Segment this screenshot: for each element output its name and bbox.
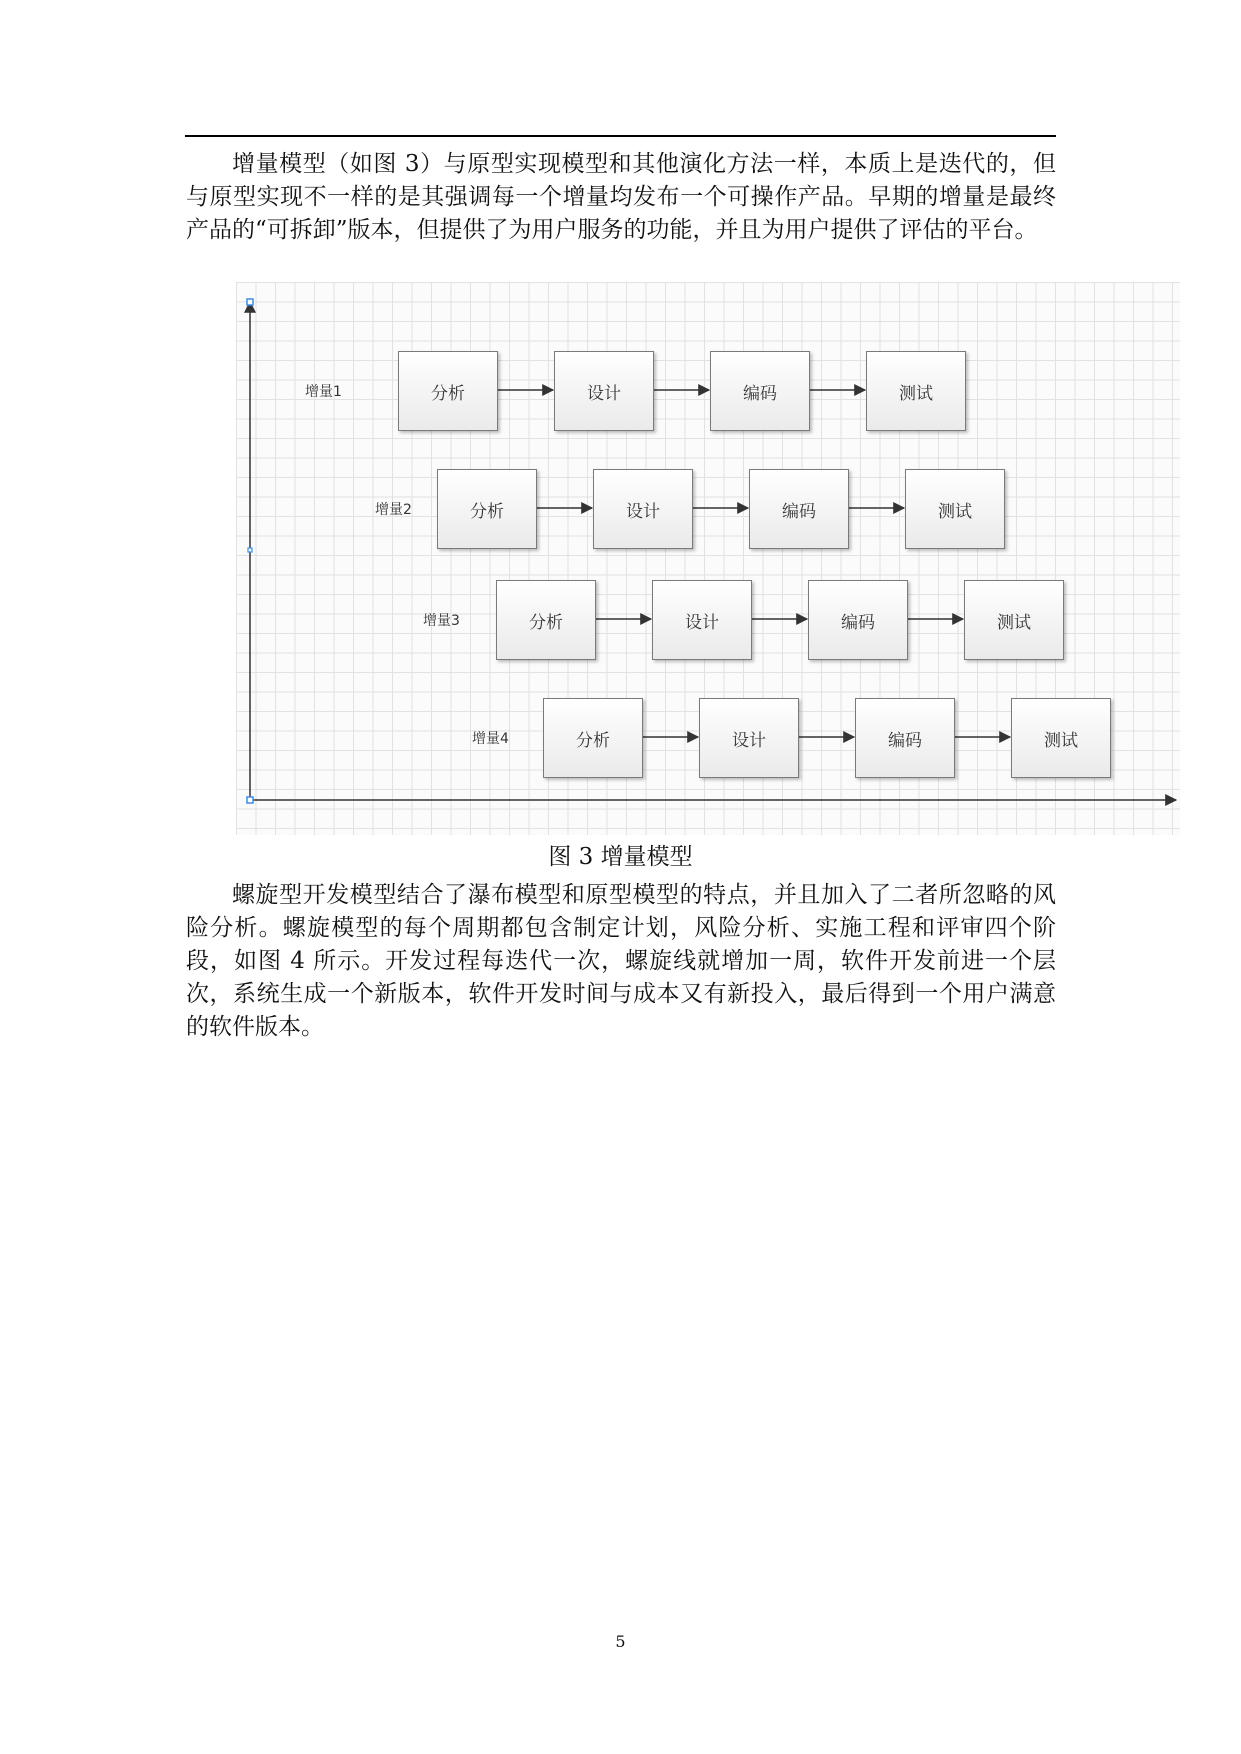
stage-box: 分析 xyxy=(437,469,537,549)
incremental-model-figure xyxy=(236,282,1190,835)
paragraph-spiral-model: 螺旋型开发模型结合了瀑布模型和原型模型的特点，并且加入了二者所忽略的风险分析。螺旋模型的每个周期都包含制定计划，风险分析、实施工程和评审四个阶段，如图 4 所示。开发过程每迭代一次，螺旋线就增加一周，软件开发前进一个层次，系统生成一个新版本，软件开发时间与成本又有新投入，最后得到一个用户满意的软件版本。 xyxy=(186,882,1056,1040)
axis-handle-mid xyxy=(248,548,252,552)
stage-box: 设计 xyxy=(699,698,799,778)
stage-box: 设计 xyxy=(652,580,752,660)
stage-box: 测试 xyxy=(905,469,1005,549)
stage-box: 测试 xyxy=(964,580,1064,660)
stage-box: 设计 xyxy=(593,469,693,549)
figure-caption: 图 3 增量模型 xyxy=(548,844,693,870)
stage-box: 分析 xyxy=(543,698,643,778)
stage-box: 编码 xyxy=(710,351,810,431)
axis-handle-top xyxy=(247,299,253,305)
stage-box: 编码 xyxy=(808,580,908,660)
stage-box: 测试 xyxy=(1011,698,1111,778)
header-rule xyxy=(185,135,1056,137)
axis-handle-origin xyxy=(247,797,253,803)
increment-label: 增量4 xyxy=(472,731,509,747)
stage-arrows xyxy=(497,390,1010,737)
stage-box: 编码 xyxy=(855,698,955,778)
stage-box: 分析 xyxy=(398,351,498,431)
paragraph-incremental-model: 增量模型（如图 3）与原型实现模型和其他演化方法一样，本质上是迭代的，但与原型实现不一样的是其强调每一个增量均发布一个可操作产品。早期的增量是最终产品的“可拆卸”版本，但提供了为用户服务的功能，并且为用户提供了评估的平台。 xyxy=(186,151,1056,243)
increment-label: 增量2 xyxy=(375,502,412,518)
increment-label: 增量3 xyxy=(423,613,460,629)
stage-box: 测试 xyxy=(866,351,966,431)
stage-box: 分析 xyxy=(496,580,596,660)
page-number: 5 xyxy=(615,1632,626,1651)
stage-box: 编码 xyxy=(749,469,849,549)
increment-label: 增量1 xyxy=(305,384,342,400)
stage-box: 设计 xyxy=(554,351,654,431)
